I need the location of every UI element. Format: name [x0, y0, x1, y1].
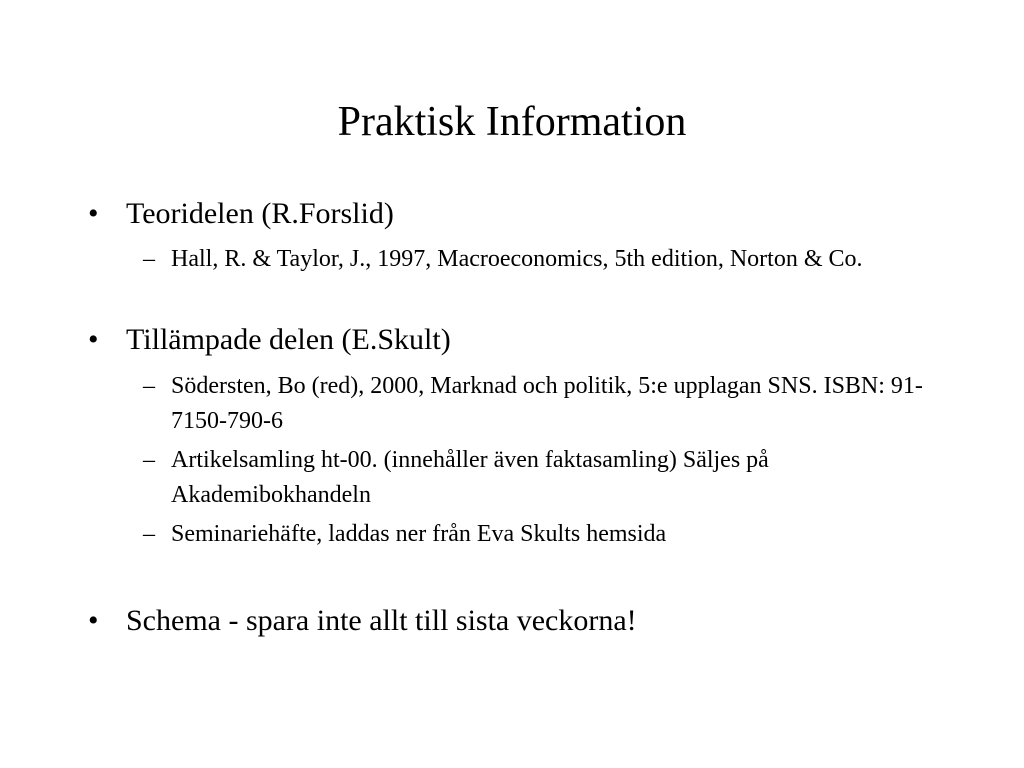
bullet-label: Schema - spara inte allt till sista veckorna! [126, 604, 637, 637]
bullet-icon: • [88, 604, 99, 637]
bullet-icon: • [88, 197, 99, 230]
subitem-text: Södersten, Bo (red), 2000, Marknad och politik, 5:e upplagan SNS. ISBN: 91-7150-790-6 [171, 373, 923, 434]
subitem-text: Artikelsamling ht-00. (innehåller även faktasamling) Säljes på Akademibokhandeln [171, 447, 769, 508]
bullet-icon: • [88, 323, 99, 356]
bullet-label: Teoridelen (R.Forslid) [126, 197, 394, 230]
dash-icon: – [143, 373, 155, 399]
dash-icon: – [143, 521, 155, 547]
dash-icon: – [143, 246, 155, 272]
dash-icon: – [143, 447, 155, 473]
bullet-label: Tillämpade delen (E.Skult) [126, 323, 451, 356]
subitem-text: Hall, R. & Taylor, J., 1997, Macroeconomics, 5th edition, Norton & Co. [171, 246, 863, 272]
slide-title: Praktisk Information [337, 99, 687, 145]
subitem-text: Seminariehäfte, laddas ner från Eva Skults hemsida [171, 521, 667, 547]
